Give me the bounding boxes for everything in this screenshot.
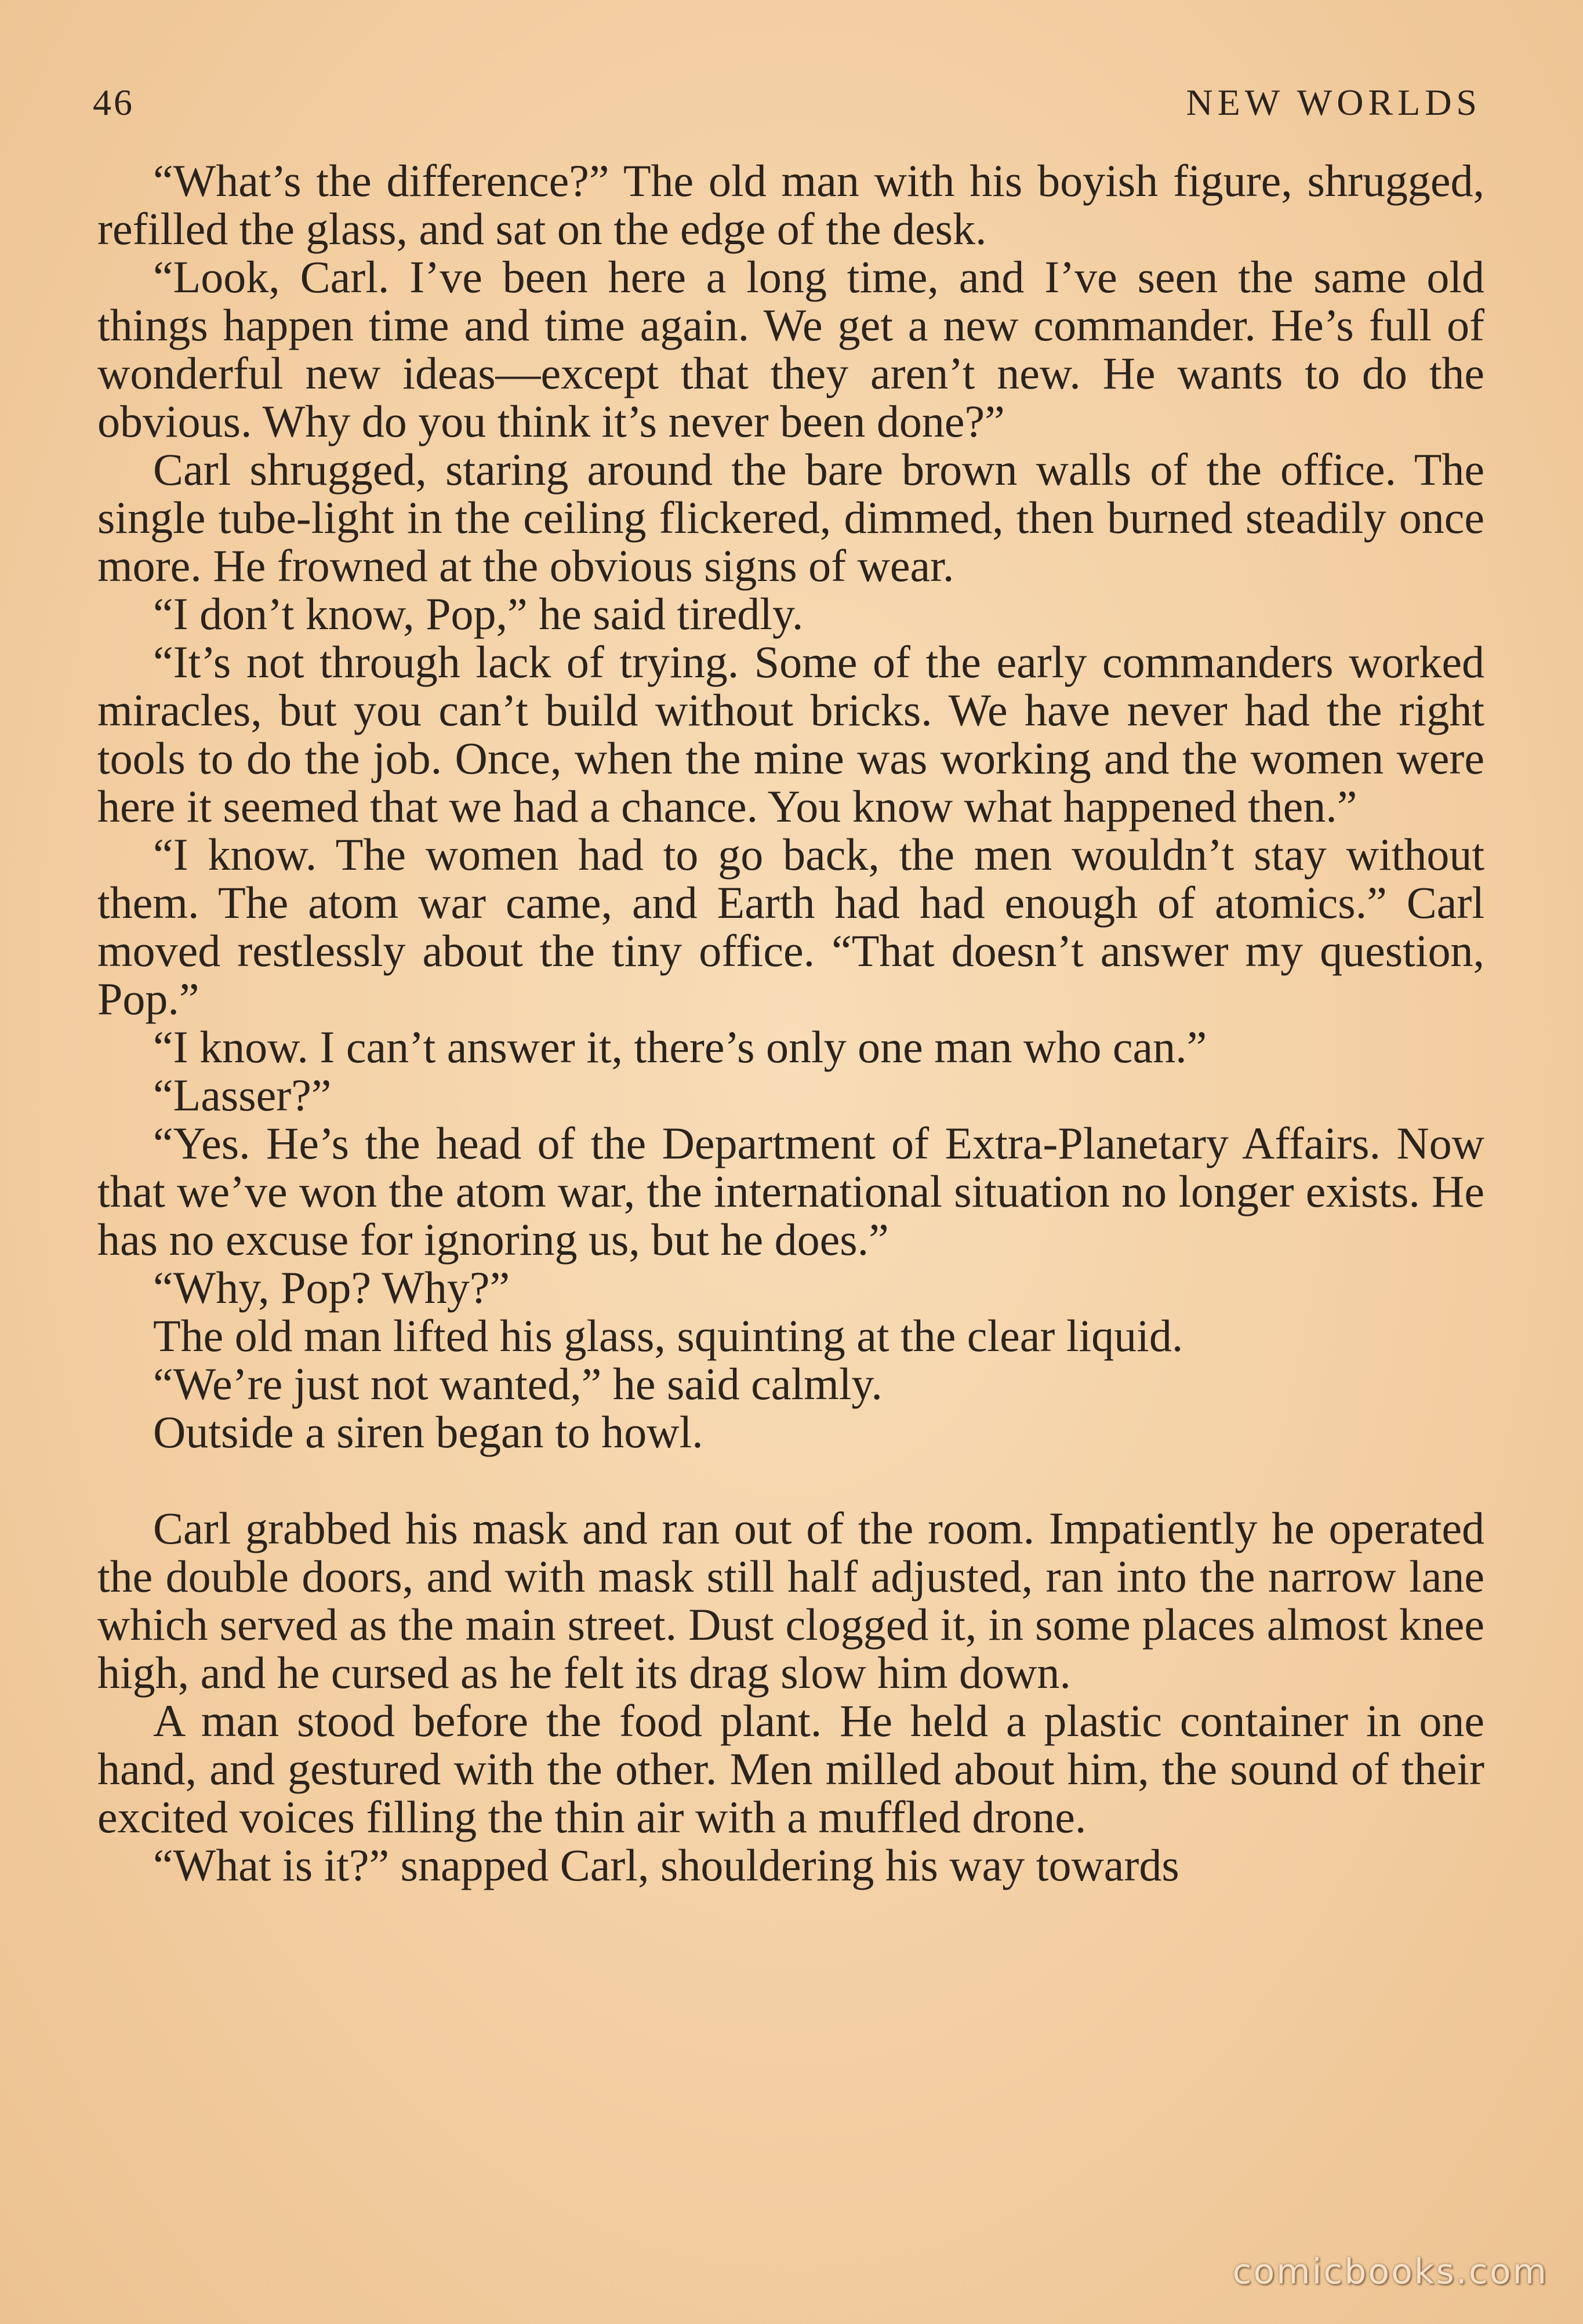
paragraph: A man stood before the food plant. He held a plastic container in one hand, and gestured with the other. Men milled about him, the sound of their excited voices filling the thin air with a muffled drone. [97, 1695, 1484, 1842]
paragraph: Outside a siren began to howl. [153, 1407, 703, 1457]
watermark: comicbooks.com [1232, 2252, 1548, 2292]
paragraph: “I don’t know, Pop,” he said tiredly. [153, 589, 804, 639]
paragraph: “What’s the difference?” The old man with his boyish figure, shrugged, refilled the glass, and sat on the edge of the desk. [97, 155, 1484, 254]
paragraph: Carl shrugged, staring around the bare brown walls of the office. The single tube-light in the ceiling flickered, dimmed, then burned steadily once more. He frowned at the obvious signs of wear. [97, 444, 1484, 591]
paragraph: Carl grabbed his mask and ran out of the room. Impatiently he operated the double doors, and with mask still half adjusted, ran into the narrow lane which served as the main street. Dust clogged it, in some places almost knee high, and he cursed as he felt its drag slow him down. [97, 1503, 1484, 1698]
running-head: NEW WORLDS [1186, 82, 1482, 123]
story-text [97, 157, 1484, 1889]
paragraph: “It’s not through lack of trying. Some of the early commanders worked miracles, but you can’t build without bricks. We have never had the right tools to do the job. Once, when the mine was working and the women were here it seemed that we had a chance. You know what happened then.” [97, 637, 1484, 831]
paragraph: “I know. The women had to go back, the men wouldn’t stay without them. The atom war came, and Earth had had enough of atomics.” Carl moved restlessly about the tiny office. “That doesn’t answer my question, Pop.” [97, 829, 1484, 1024]
paragraph: The old man lifted his glass, squinting at the clear liquid. [153, 1310, 1183, 1361]
section-break [97, 1456, 1484, 1504]
paragraph: “Look, Carl. I’ve been here a long time, and I’ve seen the same old things happen time and time again. We get a new commander. He’s full of wonderful new ideas—except that they aren’t new. He wants to do the obvious. Why do you think it’s never been done?” [97, 252, 1484, 446]
paragraph: “Yes. He’s the head of the Department of Extra-Planetary Affairs. Now that we’ve won the atom war, the international situation no longer exists. He has no excuse for ignoring us, but he does.” [97, 1118, 1484, 1265]
paragraph: “Lasser?” [153, 1070, 332, 1120]
paragraph: “What is it?” snapped Carl, shouldering his way towards [153, 1840, 1179, 1890]
paragraph: “Why, Pop? Why?” [153, 1262, 510, 1313]
page-header [93, 81, 1482, 133]
page-number: 46 [93, 82, 135, 123]
paragraph: “I know. I can’t answer it, there’s only one man who can.” [153, 1022, 1207, 1072]
paragraph: “We’re just not wanted,” he said calmly. [153, 1359, 883, 1409]
